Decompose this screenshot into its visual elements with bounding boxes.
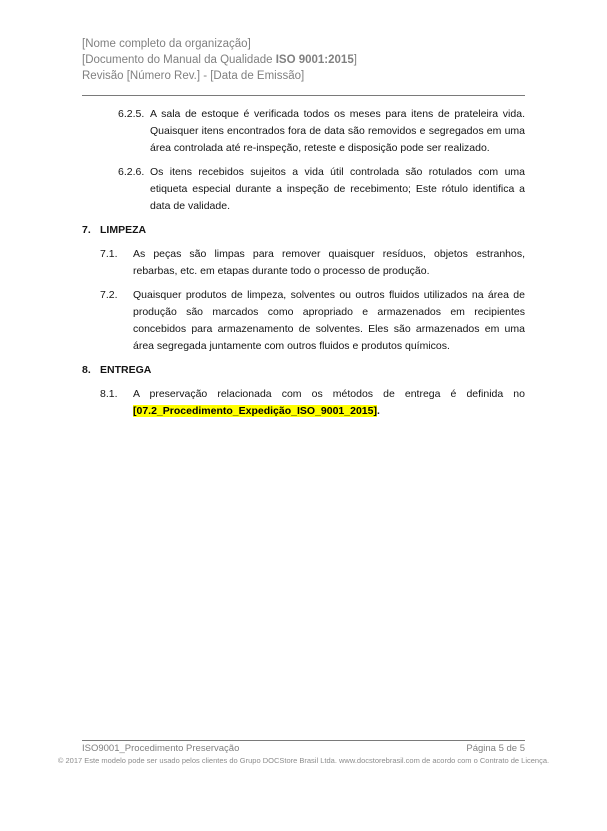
footer-document-name: ISO9001_Procedimento Preservação [82, 743, 240, 754]
section-heading-7 [82, 222, 525, 239]
section-title: ENTREGA [100, 364, 152, 376]
clause-item-8-1 [100, 386, 525, 420]
section-heading-8 [82, 362, 525, 379]
section-number: 7. [82, 224, 91, 236]
clause-number: 7.1. [100, 248, 118, 260]
document-footer [82, 743, 525, 755]
clause-text: Quaisquer produtos de limpeza, solventes ou outros fluidos utilizados na área de produção são marcados como apropriado e armazenados em recipientes concebidos para armazenamento de solventes. Eles são armazenados em uma área segregada juntamente com outros fluidos e produtos químicos. [133, 289, 525, 352]
clause-text: A sala de estoque é verificada todos os meses para itens de prateleira vida. Quaisquer itens encontrados fora de data são removidos e segregados em uma área controlada até re-inspeção, reteste e disposição pode ser realizado. [150, 108, 525, 154]
clause-number: 6.2.6. [118, 166, 145, 178]
document-body [82, 106, 525, 427]
section-title: LIMPEZA [100, 224, 147, 236]
document-header [82, 36, 525, 84]
clause-text-suffix: . [376, 405, 380, 417]
header-organization-line: [Nome completo da organização] [82, 38, 251, 50]
clause-text: Os itens recebidos sujeitos a vida útil controlada são rotulados com uma etiqueta especial durante a inspeção de recebimento; Este rótulo identifica a data de validade. [150, 166, 525, 212]
clause-text: As peças são limpas para remover quaisquer resíduos, objetos estranhos, rebarbas, etc. em etapas durante todo o processo de produção. [133, 248, 525, 277]
clause-text-prefix: A preservação relacionada com os métodos de entrega é definida no [133, 388, 525, 400]
section-number: 8. [82, 364, 91, 376]
clause-item-7-1 [100, 246, 525, 280]
footer-copyright: © 2017 Este modelo pode ser usado pelos clientes do Grupo DOCStore Brasil Ltda. www.docstorebrasil.com de acordo com o Contrato de Licença. [57, 756, 550, 765]
clause-number: 6.2.5. [118, 108, 145, 120]
clause-number: 7.2. [100, 289, 118, 301]
header-document-line [82, 52, 525, 68]
clause-item-7-2 [100, 287, 525, 355]
footer-page-indicator: Página 5 de 5 [466, 743, 525, 754]
header-divider [82, 95, 525, 96]
clause-item-6-2-5 [118, 106, 525, 157]
header-revision-line: Revisão [Número Rev.] - [Data de Emissão] [82, 70, 305, 82]
highlighted-reference: [07.2_Procedimento_Expedição_ISO_9001_2015] [133, 405, 377, 417]
clause-text [133, 386, 525, 420]
clause-number: 8.1. [100, 388, 118, 400]
clause-item-6-2-6 [118, 164, 525, 215]
header-iso-standard: ISO 9001:2015 [275, 54, 354, 66]
header-document-line-suffix: ] [353, 54, 357, 66]
footer-divider [82, 740, 525, 741]
header-document-line-prefix: [Documento do Manual da Qualidade [82, 54, 276, 66]
